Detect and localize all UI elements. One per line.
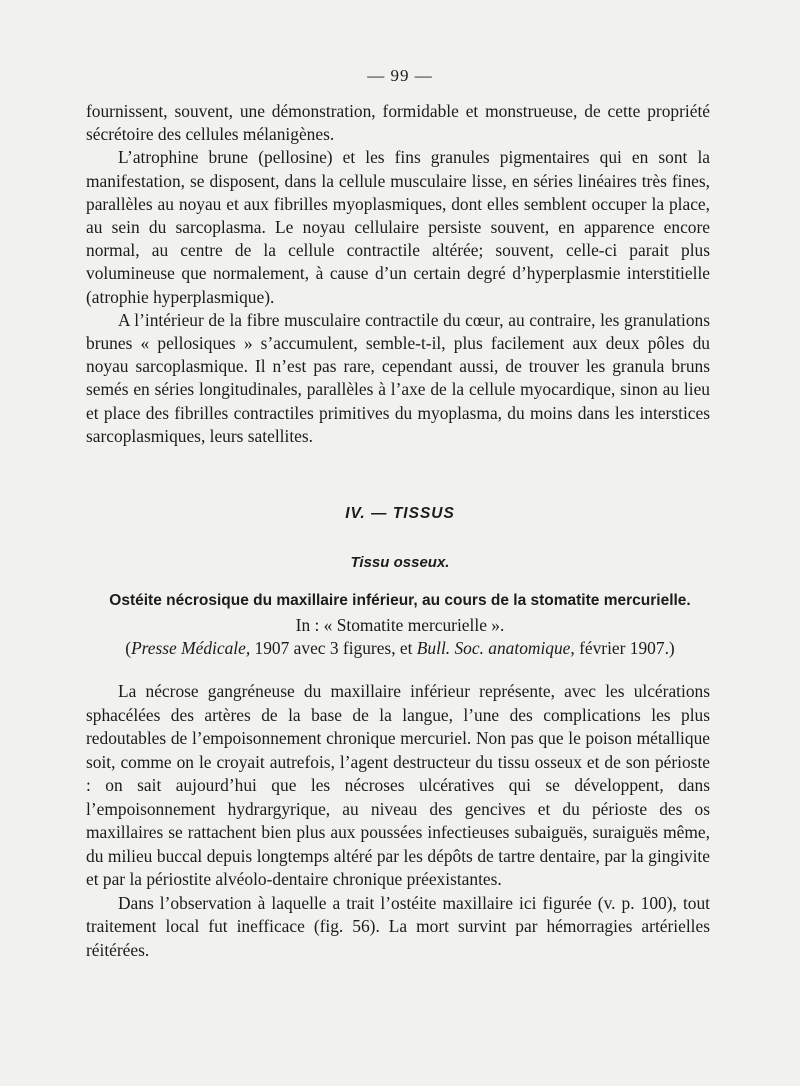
citation-mid: 1907 avec 3 figures, et (250, 638, 417, 658)
section-heading: IV. — TISSUS (345, 505, 455, 522)
citation-open: ( (125, 638, 132, 658)
article-source: In : « Stomatite mercurielle ». (295, 615, 505, 635)
paragraph-atrophine: L’atrophine brune (pellosine) et les fins granules pigmentaires qui en sont la manifestation, se disposent, dans la cellule musculaire lisse, en séries linéaires très fines, parallèles au noyau et aux fibrilles myoplasmiques, dont elles semblent occuper la place, au sein du sarcoplasma. Le noyau cellulaire persiste souvent, en apparence encore normal, au centre de la cellule contractile altérée; souvent, celle-ci parait plus volumineuse que normalement, à cause d’un certain degré d’hyperplasmie interstitielle (atrophie hyperplasmique). (86, 147, 710, 307)
paragraph-observation: Dans l’observation à laquelle a trait l’ostéite maxillaire ici figurée (v. p. 100), tout traitement local fut inefficace (fig. 56). La mort survint par hémorragies artérielles réitérées. (86, 892, 710, 960)
paragraph-fibre-musculaire: A l’intérieur de la fibre musculaire contractile du cœur, au contraire, les granulations brunes « pellosiques » s’accumulent, semble-t-il, plus facilement aux deux pôles du noyau sarcoplasmique. Il n’est pas rare, cependant aussi, de trouver les granula bruns semés en séries longitudinales, parallèles à l’axe de la cellule myocardique, sinon au lieu et place des fibrilles contractiles primitives du myoplasma, du moins dans les interstices sarcoplasmiques, leurs satellites. (86, 309, 710, 446)
citation-journal-1: Presse Médicale, (131, 638, 251, 658)
body-text-bottom (86, 680, 710, 962)
subsection-heading: Tissu osseux. (350, 554, 450, 571)
citation-end: février 1907.) (574, 638, 675, 658)
body-text-top (86, 100, 710, 448)
citation (0, 638, 800, 659)
paragraph-necrose: La nécrose gangréneuse du maxillaire inférieur représente, avec les ulcérations sphacélées des artères de la base de la langue, l’une des complications les plus redoutables de l’empoisonnement chronique mercuriel. Non pas que le poison métallique soit, comme on le croyait autrefois, l’agent destructeur du tissu osseux et de son périoste : on sait aujourd’hui que les nécroses ulcératives qui se développent, dans l’empoisonnement hydrargyrique, au niveau des gencives et du périoste des os maxillaires se rattachent bien plus aux poussées infectieuses subaiguës, suraiguës même, du milieu buccal depuis longtemps altéré par les dépôts de tartre dentaire, par la gingivite et par la périostite alvéolo-dentaire chronique préexistantes. (86, 681, 710, 889)
paragraph-continuation: fournissent, souvent, une démonstration, formidable et monstrueuse, de cette propriété sécrétoire des cellules mélanigènes. (86, 101, 710, 145)
citation-journal-2: Bull. Soc. anatomique, (416, 638, 575, 658)
article-title: Ostéite nécrosique du maxillaire inférieur, au cours de la stomatite mercurielle. (109, 592, 691, 609)
page-number: — 99 — (367, 66, 433, 85)
